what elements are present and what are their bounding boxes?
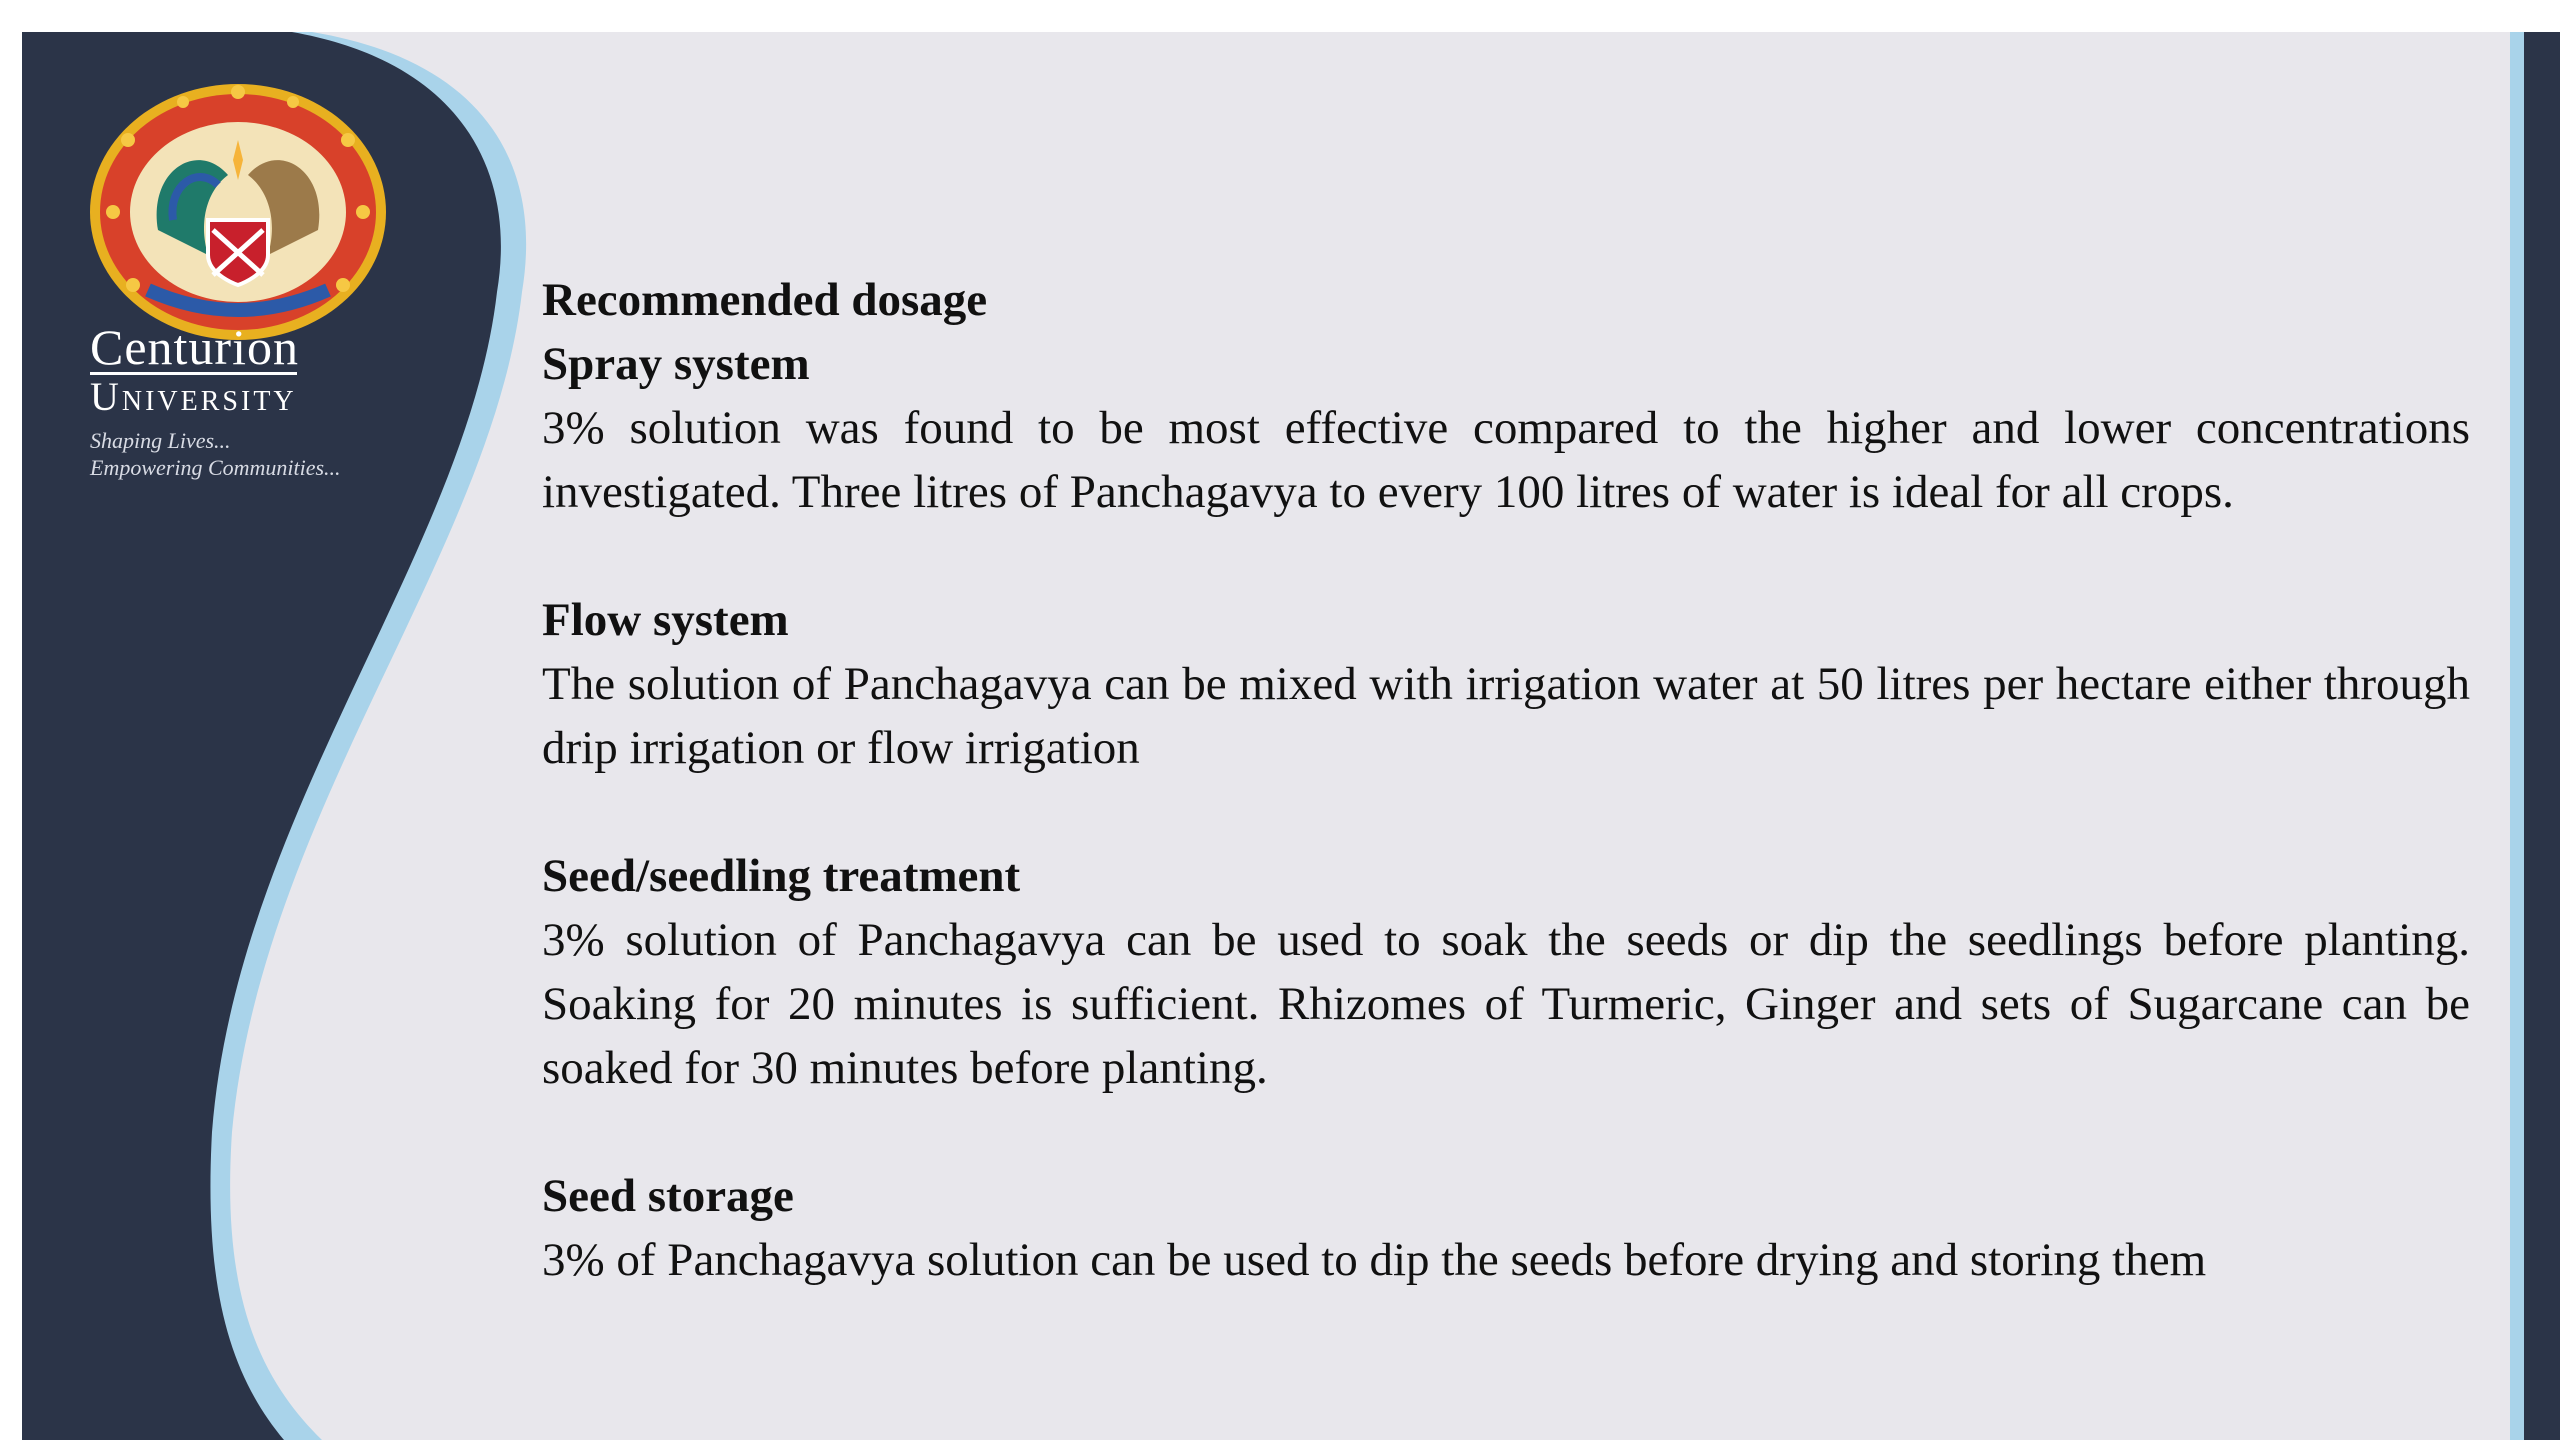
section-body-seed-treatment: 3% solution of Panchagavya can be used to soak the seeds or dip the seedlings before planting. Soaking for 20 minutes is sufficient. Rhizomes of Turmeric, Ginger and sets of Sugarcane can be soaked for 30 minutes before planting.	[542, 914, 2470, 1094]
section-heading-seed-treatment: Seed/seedling treatment	[542, 850, 1021, 902]
section-body-spray: 3% solution was found to be most effective compared to the higher and lower concentrations investigated. Three litres of Panchagavya to every 100 litres of water is ideal for all crops.	[542, 402, 2470, 518]
slide-title: Recommended dosage	[542, 274, 988, 326]
slide-content	[542, 268, 2470, 1292]
section-body-seed-storage: 3% of Panchagavya solution can be used to dip the seeds before drying and storing them	[542, 1234, 2207, 1286]
university-name-line2: University	[90, 374, 297, 419]
tagline-line1: Shaping Lives...	[90, 428, 231, 453]
tagline-line2: Empowering Communities...	[90, 455, 341, 480]
section-heading-flow: Flow system	[542, 594, 789, 646]
right-accent-bar	[2510, 32, 2524, 1440]
university-name	[90, 319, 430, 481]
section-body-flow: The solution of Panchagavya can be mixed with irrigation water at 50 litres per hectare either through drip irrigation or flow irrigation	[542, 658, 2470, 774]
university-seal-icon	[88, 80, 388, 345]
slide	[22, 32, 2560, 1440]
section-heading-spray: Spray system	[542, 338, 810, 390]
section-heading-seed-storage: Seed storage	[542, 1170, 794, 1222]
university-tagline	[90, 427, 430, 481]
right-dark-bar	[2524, 32, 2560, 1440]
university-name-line1: Centurion	[90, 319, 299, 375]
